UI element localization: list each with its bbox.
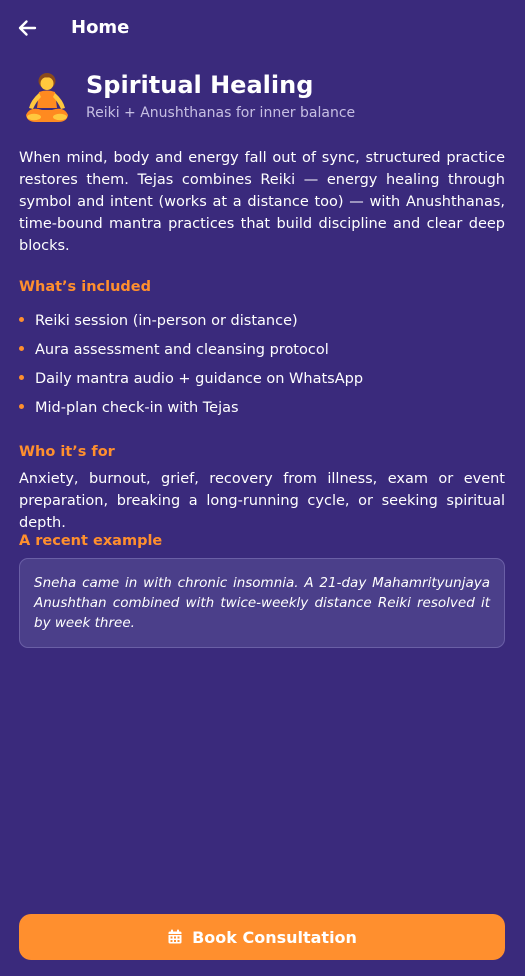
- page-title: Home: [71, 17, 130, 38]
- list-item-label: Mid-plan check-in with Tejas: [35, 400, 239, 416]
- who-for-heading: Who it’s for: [19, 444, 115, 460]
- list-item: [19, 310, 505, 339]
- list-item: [19, 397, 505, 426]
- bullet-dot: [19, 317, 24, 322]
- service-title: Spiritual Healing: [86, 71, 314, 99]
- list-item: [19, 339, 505, 368]
- list-item-label: Daily mantra audio + guidance on WhatsApp: [35, 371, 364, 387]
- list-item: [19, 368, 505, 397]
- book-consultation-button[interactable]: [19, 914, 505, 960]
- bullet-dot: [19, 404, 24, 409]
- example-text: Sneha came in with chronic insomnia. A 21-day Mahamrityunjaya Anushthan combined with twice-weekly distance Reiki resolved it by week three.: [34, 575, 490, 631]
- top-bar: [0, 0, 525, 56]
- bullet-dot: [19, 346, 24, 351]
- arrow-left-icon[interactable]: [17, 18, 37, 38]
- who-for-text: Anxiety, burnout, grief, recovery from illness, exam or event preparation, breaking a long-running cycle, or seeking spiritual depth.: [19, 471, 505, 531]
- example-card: [19, 558, 505, 648]
- example-heading: A recent example: [19, 533, 163, 549]
- book-consultation-label: Book Consultation: [192, 927, 357, 947]
- intro-paragraph: When mind, body and energy fall out of sync, structured practice restores them. Tejas combines Reiki — energy healing through symbol and intent (works at a distance too) — with Anushthanas, time-bound mantra practices that build discipline and clear deep blocks.: [19, 150, 505, 254]
- service-subtitle: Reiki + Anushthanas for inner balance: [86, 105, 356, 121]
- bullet-dot: [19, 375, 24, 380]
- person-in-lotus-position-icon: [22, 72, 72, 126]
- included-heading: What’s included: [19, 279, 151, 295]
- list-item-label: Reiki session (in-person or distance): [35, 313, 298, 329]
- included-list: [19, 310, 505, 426]
- calendar-icon: [167, 929, 183, 945]
- list-item-label: Aura assessment and cleansing protocol: [35, 342, 329, 358]
